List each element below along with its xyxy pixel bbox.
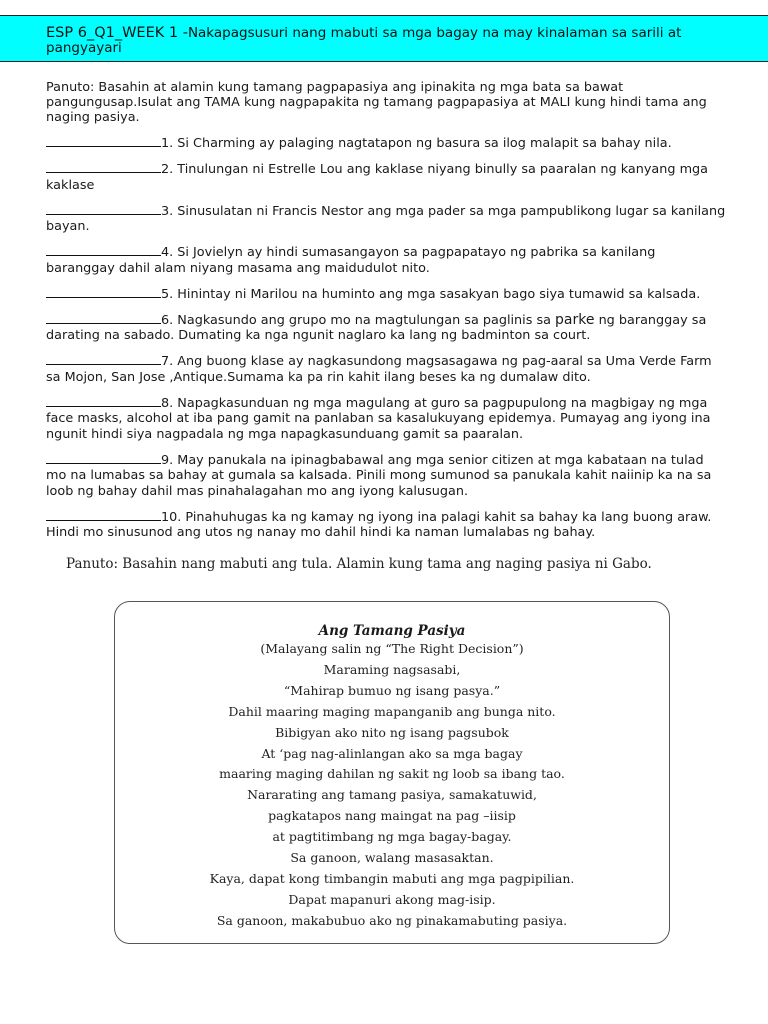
exercise-item: [46, 161, 726, 193]
answer-blank[interactable]: [46, 452, 161, 464]
poem-line: Kaya, dapat kong timbangin mabuti ang mga pagpipilian.: [209, 870, 575, 886]
item-text: Hinintay ni Marilou na huminto ang mga sasakyan bago siya tumawid sa kalsada.: [173, 286, 701, 302]
item-number: 5.: [161, 286, 174, 302]
answer-blank[interactable]: [46, 161, 161, 173]
item-number: 6.: [161, 312, 174, 328]
answer-blank[interactable]: [46, 353, 161, 365]
item-text: Si Charming ay palaging nagtatapon ng basura sa ilog malapit sa bahay nila.: [173, 136, 672, 151]
poem-line: at pagtitimbang ng mga bagay-bagay.: [272, 829, 512, 845]
item-text: Si Jovielyn ay hindi sumasangayon sa pagpapatayo ng pabrika sa kanilang baranggay dahil alam niyang masama ang maidudulot nito.: [46, 245, 656, 276]
item-text: Pinahuhugas ka ng kamay ng iyong ina palagi kahit sa bahay ka lang buong araw. Hindi mo sinusunod ang utos ng nanay mo dahil hindi ka naman lumalabas ng bahay.: [46, 509, 712, 540]
poem-line: Sa ganoon, walang masasaktan.: [290, 850, 494, 866]
poem-subtitle: (Malayang salin ng “The Right Decision”): [260, 641, 524, 656]
poem-line: Dahil maaring maging mapanganib ang bunga nito.: [228, 703, 556, 719]
poem-line: Dapat mapanuri akong mag-isip.: [288, 891, 496, 907]
item-number: 8.: [161, 395, 174, 411]
exercise-item: [46, 244, 726, 276]
item-number: 1.: [161, 136, 174, 151]
answer-blank[interactable]: [46, 312, 161, 324]
poem-line: “Mahirap bumuo ng isang pasya.”: [283, 682, 501, 698]
item-number: 10.: [161, 509, 182, 525]
item-text: Nagkasundo ang grupo mo na magtulungan sa paglinis sa: [173, 312, 556, 328]
poem-line: maaring maging dahilan ng sakit ng loob sa ibang tao.: [219, 766, 565, 782]
item-number: 2.: [161, 162, 174, 177]
poem-line: Bibigyan ako nito ng isang pagsubok: [275, 724, 509, 740]
answer-blank[interactable]: [46, 286, 161, 298]
poem-title: Ang Tamang Pasiya: [318, 623, 466, 639]
item-text: Tinulungan ni Estrelle Lou ang kaklase niyang binully sa paaralan ng kanyang mga kaklase: [46, 162, 708, 193]
item-text: May panukala na ipinagbabawal ang mga senior citizen at mga kabataan na tulad mo na lumabas sa bahay at gumala sa kalsada. Pinili mong sumunod sa panukala kahit naiinip ka na sa loob ng bahay dahil mas pinahalagahan mo ang iyong kalusugan.: [46, 452, 712, 499]
poem-lines: [115, 639, 669, 932]
poem-instructions: Panuto: Basahin nang mabuti ang tula. Alamin kung tama ang naging pasiya ni Gabo.: [66, 556, 652, 572]
poem-line: Sa ganoon, makabubuo ako ng pinakamabuting pasiya.: [216, 912, 568, 928]
exercise-items: [46, 135, 726, 550]
exercise-item: [46, 203, 726, 235]
exercise-item: [46, 312, 726, 344]
item-number: 9.: [161, 452, 174, 468]
exercise-item: [46, 509, 726, 541]
header-code: ESP 6_Q1_WEEK 1 -: [46, 25, 188, 41]
item-text: Sinusulatan ni Francis Nestor ang mga pader sa mga pampublikong lugar sa kanilang bayan.: [46, 203, 726, 234]
item-text-emphasis: parke: [555, 311, 595, 328]
header-title: Nakapagsusuri nang mabuti sa mga bagay na may kinalaman sa sarili at pangyayari: [46, 25, 682, 56]
item-number: 4.: [161, 245, 174, 260]
instructions: Panuto: Basahin at alamin kung tamang pagpapasiya ang ipinakita ng mga bata sa bawat pangungusap.Isulat ang TAMA kung nagpapakita ng tamang pagpapasiya at MALI kung hindi tama ang naging pasiya.: [46, 80, 707, 125]
poem-box: [114, 601, 670, 944]
answer-blank[interactable]: [46, 509, 161, 521]
exercise-item: [46, 395, 726, 443]
exercise-item: [46, 452, 726, 500]
item-number: 3.: [161, 203, 174, 219]
answer-blank[interactable]: [46, 203, 161, 215]
poem-line: Maraming nagsasabi,: [323, 661, 461, 677]
answer-blank[interactable]: [46, 135, 161, 147]
exercise-item: [46, 286, 726, 303]
item-number: 7.: [161, 354, 174, 369]
item-text: ng baranggay sa darating na sabado. Dumating ka nga ngunit naglaro ka lang ng badminton sa court.: [46, 312, 707, 343]
item-text: Ang buong klase ay nagkasundong magsasagawa ng pag-aaral sa Uma Verde Farm sa Mojon, San Jose ,Antique.Sumama ka pa rin kahit ilang beses ka ng dumalaw dito.: [46, 354, 712, 385]
poem-line: At ‘pag nag-alinlangan ako sa mga bagay: [261, 745, 523, 761]
item-text: Napagkasunduan ng mga magulang at guro sa pagpupulong na magbigay ng mga face masks, alcohol at iba pang gamit na panlaban sa kasalukuyang epidemya. Pumayag ang iyong ina ngunit hindi siya nagpadala ng mga napagkasunduang gamit sa paaralan.: [46, 395, 711, 442]
answer-blank[interactable]: [46, 244, 161, 256]
header-text: [46, 26, 736, 56]
poem-line: pagkatapos nang maingat na pag –iisip: [268, 808, 516, 824]
exercise-item: [46, 353, 726, 385]
exercise-item: [46, 135, 726, 152]
poem-line: Nararating ang tamang pasiya, samakatuwid,: [247, 787, 537, 803]
worksheet-header: [0, 15, 768, 62]
answer-blank[interactable]: [46, 395, 161, 407]
